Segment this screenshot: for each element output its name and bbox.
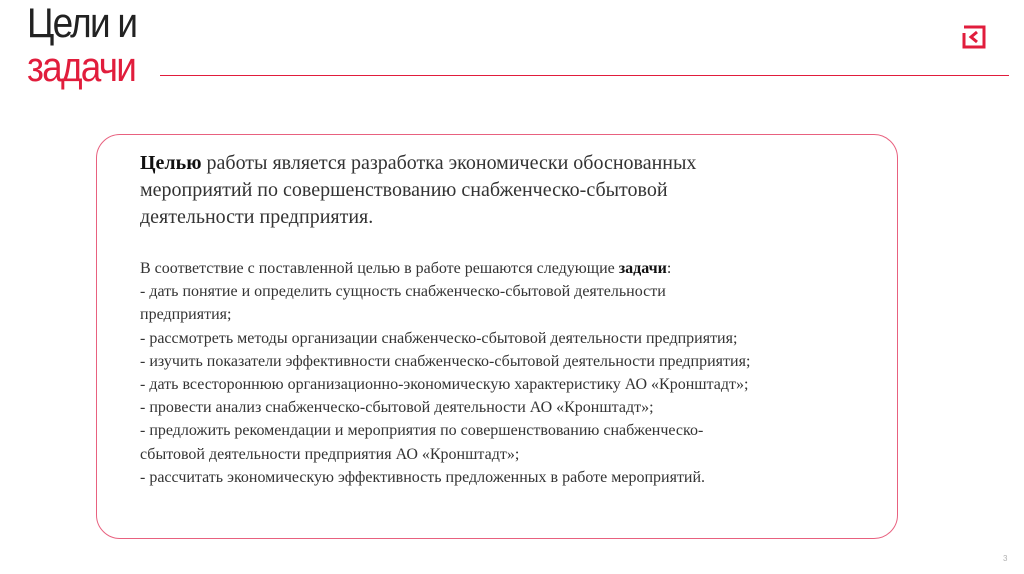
title-divider [160, 75, 1009, 76]
task-line: сбытовой деятельности предприятия АО «Кронштадт»; [140, 445, 520, 463]
page-title-line-1: Цели и [27, 0, 137, 46]
goal-line-1 [140, 150, 830, 177]
task-line: - дать всестороннюю организационно-экономическую характеристику АО «Кронштадт»; [140, 376, 749, 394]
task-line: - дать понятие и определить сущность снабженческо-сбытовой деятельности [140, 283, 666, 301]
task-line: - предложить рекомендации и мероприятия по совершенствованию снабженческо- [140, 422, 704, 440]
task-line: - рассчитать экономическую эффективность предложенных в работе мероприятий. [140, 468, 706, 486]
task-line: - провести анализ снабженческо-сбытовой деятельности АО «Кронштадт»; [140, 399, 654, 417]
back-arrow-icon[interactable] [961, 24, 987, 50]
tasks-intro-colon: : [666, 260, 672, 277]
tasks-intro [140, 257, 860, 280]
page-title-line-2: задачи [27, 43, 136, 90]
goal-paragraph [140, 150, 830, 231]
task-line: - изучить показатели эффективности снабженческо-сбытовой деятельности предприятия; [140, 352, 751, 370]
tasks-list [140, 257, 860, 489]
page-number: 3 [1003, 554, 1008, 563]
goal-text-1: работы является разработка экономически обоснованных [201, 152, 697, 174]
goal-bold-word: Целью [140, 152, 202, 174]
tasks-intro-bold: задачи [618, 260, 667, 277]
tasks-intro-text: В соответствие с поставленной целью в работе решаются следующие [140, 260, 619, 277]
goal-line-3: деятельности предприятия. [140, 206, 374, 228]
task-line: - рассмотреть методы организации снабженческо-сбытовой деятельности предприятия; [140, 329, 738, 347]
task-line: предприятия; [140, 306, 232, 324]
goal-line-2: мероприятий по совершенствованию снабженческо-сбытовой [140, 179, 668, 201]
